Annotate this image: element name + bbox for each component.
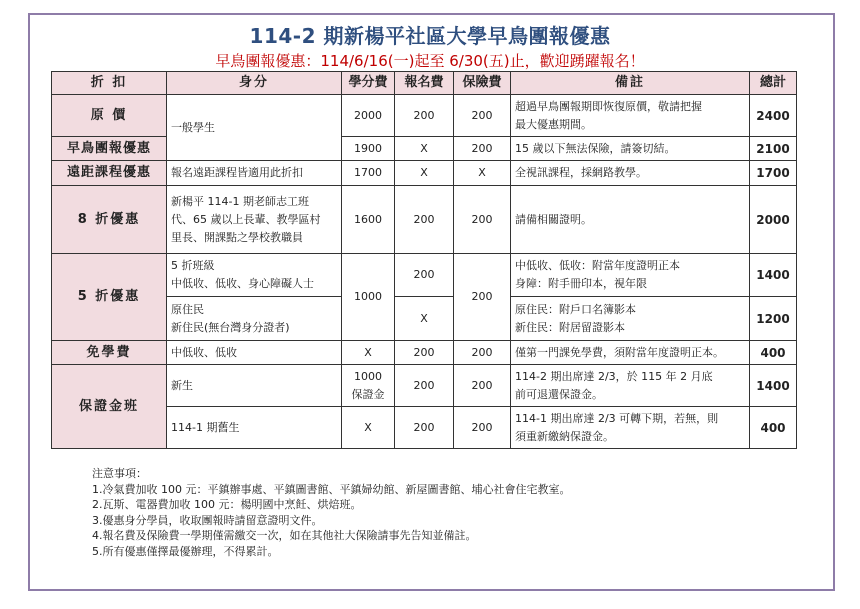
- registration-deposit-returning: 200: [395, 407, 454, 449]
- table-row-original: [52, 95, 797, 137]
- header-identity: 身分: [167, 72, 342, 95]
- registration-remote: X: [395, 161, 454, 186]
- tuition-80-percent: 1600: [342, 186, 395, 254]
- registration-free-tuition: 200: [395, 341, 454, 365]
- tuition-deposit-amount: 1000: [354, 369, 382, 383]
- identity-80-line-2: 代、65 歲以上長輩、教學區村: [171, 212, 321, 226]
- header-tuition: 學分費: [342, 72, 395, 95]
- insurance-deposit-new: 200: [454, 365, 511, 407]
- total-deposit-new: 1400: [750, 365, 797, 407]
- header-total: 總計: [750, 72, 797, 95]
- page-title: 114-2 期新楊平社區大學早鳥團報優惠: [249, 24, 611, 48]
- identity-80-percent: [167, 186, 342, 254]
- remark-original-line-2: 最大優惠期間。: [515, 117, 592, 131]
- total-80-percent: 2000: [750, 186, 797, 254]
- identity-80-line-3: 里長、開課點之學校教職員: [171, 230, 303, 244]
- insurance-80-percent: 200: [454, 186, 511, 254]
- insurance-early-bird: 200: [454, 137, 511, 161]
- remark-remote: 全視訊課程，採網路教學。: [511, 161, 750, 186]
- tuition-original: 2000: [342, 95, 395, 137]
- tuition-deposit-new: [342, 365, 395, 407]
- remark-deposit-new: [511, 365, 750, 407]
- total-original: 2400: [750, 95, 797, 137]
- insurance-original: 200: [454, 95, 511, 137]
- remark-deposit-new-line-2: 前可退還保證金。: [515, 387, 603, 401]
- identity-50b-line-1: 原住民: [171, 302, 204, 316]
- tuition-deposit-returning: X: [342, 407, 395, 449]
- header-remarks: 備註: [511, 72, 750, 95]
- identity-50a-line-1: 5 折班級: [171, 259, 215, 272]
- notes-section: [92, 466, 570, 559]
- price-table: [51, 71, 797, 449]
- total-early-bird: 2100: [750, 137, 797, 161]
- remark-50a-line-1: 中低收、低收：附當年度證明正本: [515, 259, 680, 272]
- discount-50-percent: 5 折優惠: [52, 254, 167, 341]
- header-discount: 折 扣: [52, 72, 167, 95]
- header-insurance: 保險費: [454, 72, 511, 95]
- registration-50-percent-b: X: [395, 297, 454, 341]
- discount-80-percent: 8 折優惠: [52, 186, 167, 254]
- total-50-percent-b: 1200: [750, 297, 797, 341]
- identity-50-percent-b: [167, 297, 342, 341]
- tuition-50-percent: 1000: [342, 254, 395, 341]
- table-row-remote: [52, 161, 797, 186]
- identity-general: 一般學生: [167, 95, 342, 161]
- total-50-percent-a: 1400: [750, 254, 797, 297]
- remark-50-percent-a: [511, 254, 750, 297]
- insurance-free-tuition: 200: [454, 341, 511, 365]
- total-deposit-returning: 400: [750, 407, 797, 449]
- remark-early-bird: 15 歲以下無法保險，請簽切結。: [511, 137, 750, 161]
- note-item: 4.報名費及保險費一學期僅需繳交一次，如在其他社大保險請事先告知並備註。: [92, 529, 477, 542]
- registration-early-bird: X: [395, 137, 454, 161]
- tuition-early-bird: 1900: [342, 137, 395, 161]
- table-row-deposit-a: [52, 365, 797, 407]
- discount-free-tuition: 免學費: [52, 341, 167, 365]
- identity-80-line-1: 新楊平 114-1 期老師志工班: [171, 194, 309, 208]
- identity-50-percent-a: [167, 254, 342, 297]
- total-free-tuition: 400: [750, 341, 797, 365]
- tuition-remote: 1700: [342, 161, 395, 186]
- discount-original: 原 價: [52, 95, 167, 137]
- tuition-deposit-label: 保證金: [351, 387, 385, 401]
- insurance-50-percent: 200: [454, 254, 511, 341]
- registration-50-percent-a: 200: [395, 254, 454, 297]
- identity-deposit-new: 新生: [167, 365, 342, 407]
- identity-50a-line-2: 中低收、低收、身心障礙人士: [171, 277, 314, 290]
- table-row-free-tuition: [52, 341, 797, 365]
- identity-free-tuition: 中低收、低收: [167, 341, 342, 365]
- notes-heading: 注意事項：: [92, 467, 147, 480]
- insurance-remote: X: [454, 161, 511, 186]
- registration-80-percent: 200: [395, 186, 454, 254]
- note-item: 1.冷氣費加收 100 元：平鎮辦事處、平鎮圖書館、平鎮婦幼館、新屋圖書館、埔心社會住宅教室。: [92, 482, 571, 496]
- remark-deposit-returning-line-1: 114-1 期出席達 2/3 可轉下期，若無，則: [515, 411, 719, 425]
- identity-remote: 報名遠距課程皆適用此折扣: [167, 161, 342, 186]
- note-item: 5.所有優惠僅擇最優辦理，不得累計。: [92, 544, 279, 558]
- total-remote: 1700: [750, 161, 797, 186]
- table-header-row: [52, 72, 797, 95]
- insurance-deposit-returning: 200: [454, 407, 511, 449]
- discount-early-bird: 早鳥團報優惠: [52, 137, 167, 161]
- identity-50b-line-2: 新住民(無台灣身分證者): [171, 320, 290, 334]
- remark-deposit-returning-line-2: 須重新繳納保證金。: [515, 429, 614, 443]
- table-row-early-bird: [52, 137, 797, 161]
- remark-80-percent: 請備相關證明。: [511, 186, 750, 254]
- table-row-50-percent-a: [52, 254, 797, 297]
- registration-deposit-new: 200: [395, 365, 454, 407]
- remark-original: [511, 95, 750, 137]
- remark-deposit-returning: [511, 407, 750, 449]
- remark-50b-line-2: 新住民：附居留證影本: [515, 320, 625, 334]
- header-registration: 報名費: [395, 72, 454, 95]
- remark-original-line-1: 超過早鳥團報期即恢復原價，敬請把握: [515, 99, 702, 113]
- remark-50-percent-b: [511, 297, 750, 341]
- early-bird-subtitle: 早鳥團報優惠：114/6/16(一)起至 6/30(五)止，歡迎踴躍報名！: [215, 52, 645, 70]
- discount-remote: 遠距課程優惠: [52, 161, 167, 186]
- note-item: 3.優惠身分學員，收取團報時請留意證明文件。: [92, 513, 323, 527]
- remark-50b-line-1: 原住民：附戶口名簿影本: [515, 302, 636, 316]
- remark-deposit-new-line-1: 114-2 期出席達 2/3，於 115 年 2 月底: [515, 369, 713, 383]
- table-row-80-percent: [52, 186, 797, 254]
- registration-original: 200: [395, 95, 454, 137]
- discount-deposit: 保證金班: [52, 365, 167, 449]
- remark-50a-line-2: 身障：附手冊印本，視年限: [515, 277, 647, 290]
- note-item: 2.瓦斯、電器費加收 100 元：楊明國中烹飪、烘焙班。: [92, 498, 362, 511]
- remark-free-tuition: 僅第一門課免學費，須附當年度證明正本。: [511, 341, 750, 365]
- identity-deposit-returning: 114-1 期舊生: [167, 407, 342, 449]
- tuition-free-tuition: X: [342, 341, 395, 365]
